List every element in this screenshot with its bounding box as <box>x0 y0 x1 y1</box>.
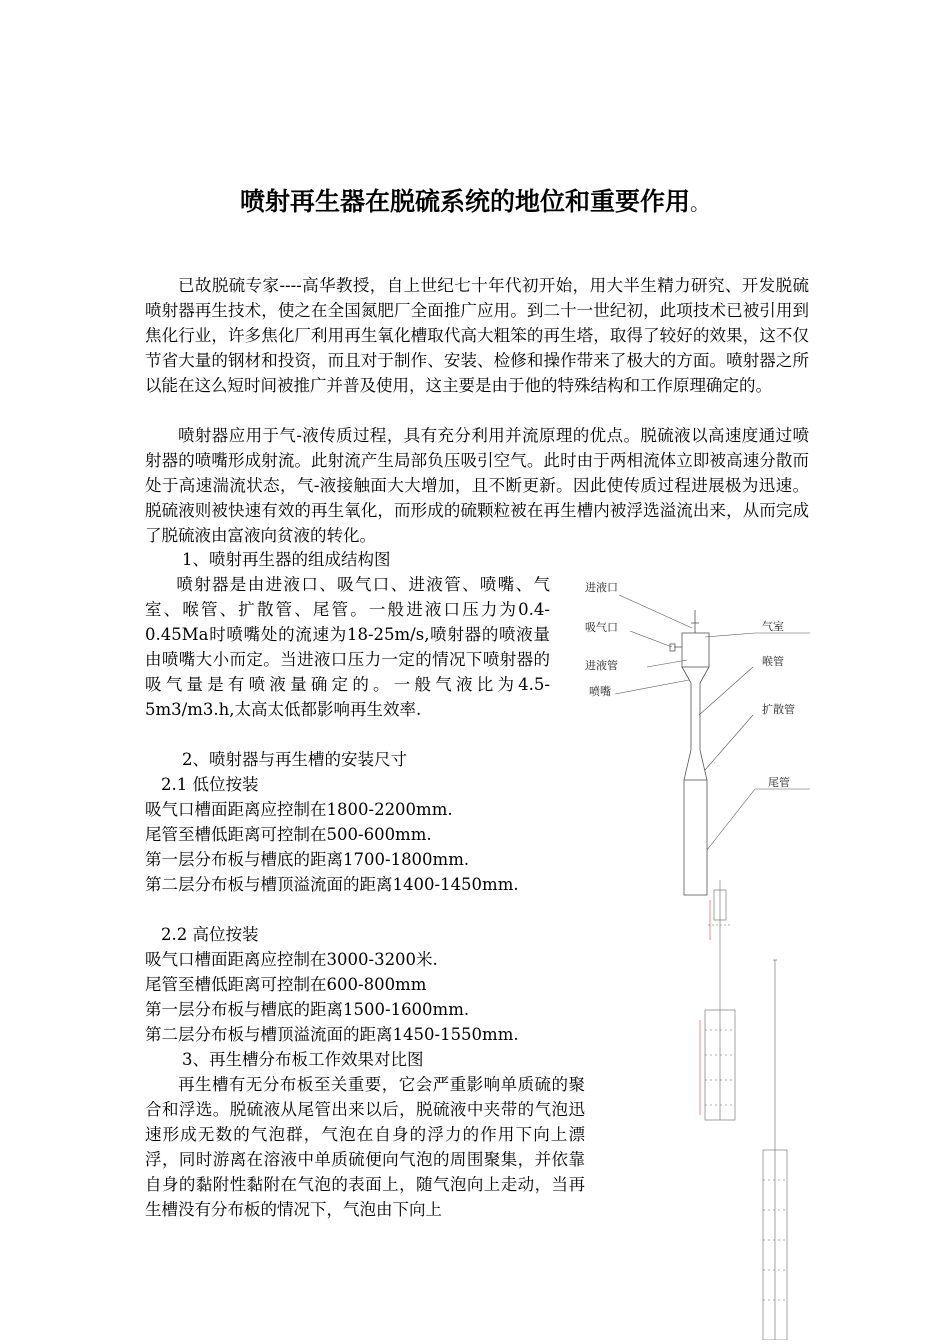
paragraph-distribution-a: 再生槽有无分布板至关重要，它会严重影响单质硫的聚合和浮选。脱硫液从尾管出来以后，脱硫液中夹带的气泡迅速形成无数的气泡群，气泡在自身的浮力的作用下向上漂浮，同时游离在溶液中单质硫便向气泡的周围聚集，并依靠自身的黏附性黏附在气泡的表面上，随气泡向上走动，当再生槽没有分布板的情况下，气泡由下向上 <box>145 1075 585 1219</box>
label-tail-pipe: 尾管 <box>768 776 790 789</box>
high-item-4: 第二层分布板与槽顶溢流面的距离1450-1550mm. <box>145 1025 519 1044</box>
section-heading-1: 1、喷射再生器的组成结构图 <box>182 550 391 569</box>
label-liquid-inlet: 进液口 <box>585 581 618 594</box>
subheading-high-install: 2.2 高位按装 <box>161 925 259 944</box>
label-nozzle: 喷嘴 <box>589 685 611 698</box>
section-heading-3: 3、再生槽分布板工作效果对比图 <box>182 1050 424 1069</box>
label-throat: 喉管 <box>762 655 784 668</box>
label-diffuser: 扩散管 <box>762 703 795 716</box>
label-air-inlet: 吸气口 <box>585 621 618 634</box>
low-item-2: 尾管至槽低距离可控制在500-600mm. <box>145 825 432 844</box>
high-item-1: 吸气口槽面距离应控制在3000-3200米. <box>145 950 438 969</box>
low-item-3: 第一层分布板与槽底的距离1700-1800mm. <box>145 850 470 869</box>
high-item-2: 尾管至槽低距离可控制在600-800mm <box>145 975 427 994</box>
ejector-diagram <box>575 565 815 905</box>
low-item-4: 第二层分布板与槽顶溢流面的距离1400-1450mm. <box>145 875 519 894</box>
page-title: 喷射再生器在脱硫系统的地位和重要作用。 <box>239 187 710 216</box>
paragraph-structure: 喷射器是由进液口、吸气口、进液管、喷嘴、气室、喉管、扩散管、尾管。一般进液口压力为0.4-0.45Ma时喷嘴处的流速为18-25m/s,喷射器的喷液量由喷嘴大小而定。当进液口压力一定的情况下喷射器的吸气量是有喷液量确定的。一般气液比为4.5-5m3/m3.h,太高太低都影响再生效率. <box>145 575 550 719</box>
high-item-3: 第一层分布板与槽底的距离1500-1600mm. <box>145 1000 470 1019</box>
label-gas-chamber: 气室 <box>762 620 784 633</box>
subheading-low-install: 2.1 低位按装 <box>161 775 259 794</box>
tank-installation-diagram <box>690 880 790 1340</box>
low-item-1: 吸气口槽面距离应控制在1800-2200mm. <box>145 800 453 819</box>
paragraph-principle: 喷射器应用于气-液传质过程，具有充分利用并流原理的优点。脱硫液以高速度通过喷射器的喷嘴形成射流。此射流产生局部负压吸引空气。此时由于两相流体立即被高速分散而处于高速湍流状态，气-液接触面大大增加，且不断更新。因此使传质过程进展极为迅速。脱硫液则被快速有效的再生氧化，而形成的硫颗粒被在再生槽内被浮选溢流出来，从而完成了脱硫液由富液向贫液的转化。 <box>145 426 809 545</box>
label-liquid-pipe: 进液管 <box>585 659 618 672</box>
paragraph-intro: 已故脱硫专家----高华教授，自上世纪七十年代初开始，用大半生精力研究、开发脱硫喷射器再生技术，使之在全国氮肥厂全面推广应用。到二十一世纪初，此项技术已被引用到焦化行业，许多焦化厂利用再生氧化槽取代高大粗笨的再生塔，取得了较好的效果，这不仅节省大量的钢材和投资，而且对于制作、安装、检修和操作带来了极大的方面。喷射器之所以能在这么短时间被推广并普及使用，这主要是由于他的特殊结构和工作原理确定的。 <box>145 276 809 395</box>
section-heading-2: 2、喷射器与再生槽的安装尺寸 <box>182 750 407 769</box>
